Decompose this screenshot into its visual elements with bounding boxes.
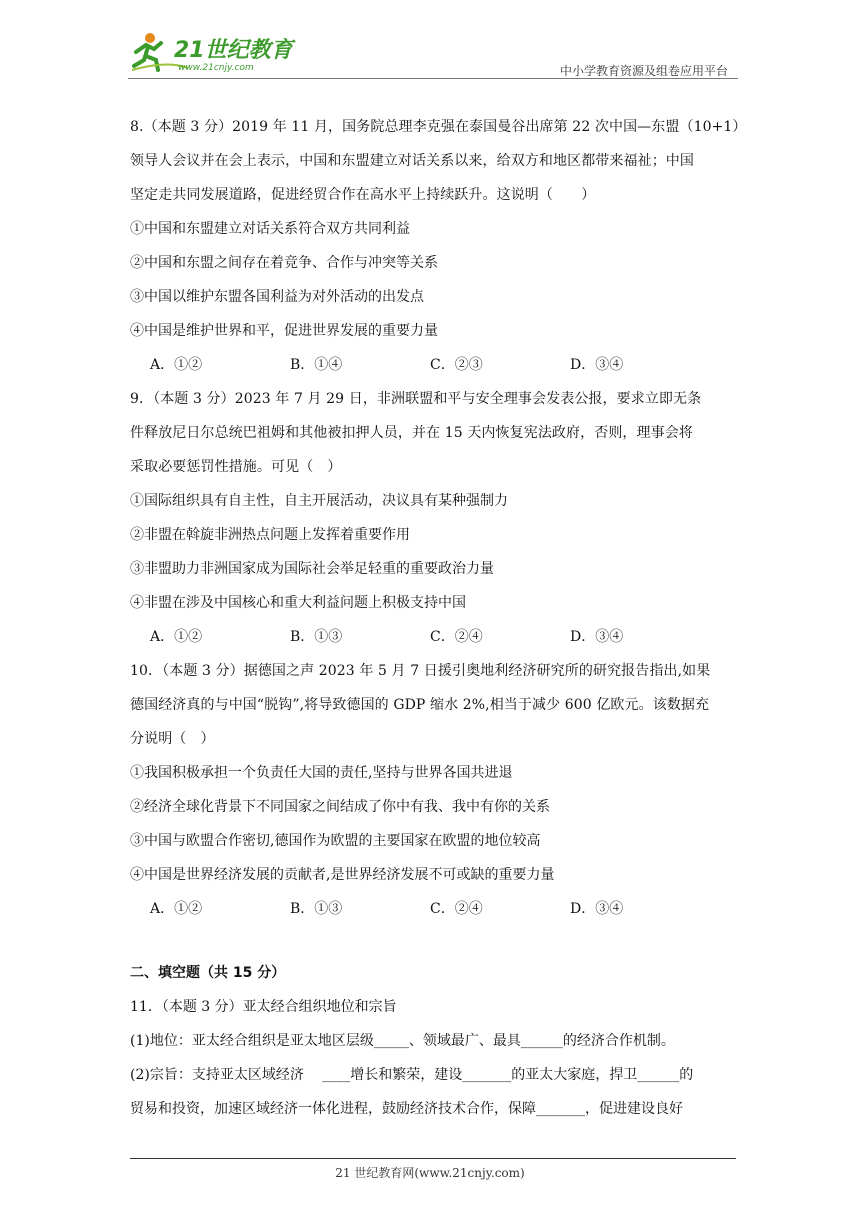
option-c: C．②④	[430, 901, 483, 917]
site-logo	[128, 30, 298, 74]
option-a: A．①②	[150, 901, 203, 917]
question-stem-line: 分说明（ ）	[130, 731, 215, 747]
page-header	[128, 24, 738, 80]
question-item: ②中国和东盟之间存在着竞争、合作与冲突等关系	[130, 255, 438, 271]
question-8	[130, 110, 747, 382]
question-stem-line: 10．（本题 3 分）据德国之声 2023 年 5 月 7 日援引奥地利经济研究所的研究报告指出,如果	[130, 663, 711, 679]
option-a: A．①②	[150, 357, 203, 373]
answer-options	[130, 620, 735, 654]
option-a: A．①②	[150, 629, 203, 645]
answer-options	[130, 892, 735, 926]
option-b: B．①③	[290, 629, 343, 645]
option-c: C．②③	[430, 357, 483, 373]
question-stem-line: 8.（本题 3 分）2019 年 11 月，国务院总理李克强在泰国曼谷出席第 22 次中国—东盟（10+1）	[130, 119, 747, 135]
option-b: B．①④	[290, 357, 343, 373]
logo-url: www.21cnjy.com	[178, 63, 254, 73]
option-b: B．①③	[290, 901, 343, 917]
question-item: ②经济全球化背景下不同国家之间结成了你中有我、我中有你的关系	[130, 799, 550, 815]
option-d: D．③④	[570, 901, 624, 917]
question-stem-line: 德国经济真的与中国“脱钩”,将导致德国的 GDP 缩水 2%,相当于减少 600 亿欧元。该数据充	[130, 697, 710, 713]
question-stem-line: 件释放尼日尔总统巴祖姆和其他被扣押人员，并在 15 天内恢复宪法政府，否则，理事会将	[130, 425, 693, 441]
question-item: ④中国是维护世界和平，促进世界发展的重要力量	[130, 323, 438, 339]
question-item: ④非盟在涉及中国核心和重大利益问题上积极支持中国	[130, 595, 466, 611]
question-stem-line: 采取必要惩罚性措施。可见（ ）	[130, 459, 342, 475]
section-fill-in	[130, 956, 735, 1126]
question-stem-line: 领导人会议并在会上表示，中国和东盟建立对话关系以来，给双方和地区都带来福祉；中国	[130, 153, 694, 169]
page-footer: 21 世纪教育网(www.21cnjy.com)	[335, 1166, 525, 1180]
option-c: C．②④	[430, 629, 483, 645]
option-d: D．③④	[570, 629, 624, 645]
question-10	[130, 654, 735, 926]
question-item: ③中国与欧盟合作密切,德国作为欧盟的主要国家在欧盟的地位较高	[130, 833, 541, 849]
question-item: ③中国以维护东盟各国利益为对外活动的出发点	[130, 289, 424, 305]
option-d: D．③④	[570, 357, 624, 373]
question-stem-line: 9．（本题 3 分）2023 年 7 月 29 日，非洲联盟和平与安全理事会发表公报，要求立即无条	[130, 391, 702, 407]
question-9	[130, 382, 735, 654]
question-content	[130, 110, 747, 1126]
question-stem-line: 坚定走共同发展道路，促进经贸合作在高水平上持续跃升。这说明（ ）	[130, 187, 596, 203]
question-item: ①中国和东盟建立对话关系符合双方共同利益	[130, 221, 410, 237]
question-item: ②非盟在斡旋非洲热点问题上发挥着重要作用	[130, 527, 410, 543]
platform-name: 中小学教育资源及组卷应用平台	[559, 64, 728, 78]
footer-rule	[130, 1158, 736, 1159]
section-title: 二、填空题（共 15 分）	[130, 965, 286, 981]
question-11-line: 贸易和投资，加速区域经济一体化进程，鼓励经济技术合作，保障_______，促进建设良好	[130, 1101, 683, 1117]
question-item: ④中国是世界经济发展的贡献者,是世界经济发展不可或缺的重要力量	[130, 867, 555, 883]
question-item: ①我国积极承担一个负责任大国的责任,坚持与世界各国共进退	[130, 765, 513, 781]
question-11-line: (2)宗旨：支持亚太区域经济 ____增长和繁荣，建设_______的亚太大家庭，捍卫______的	[130, 1067, 694, 1083]
logo-text: 21世纪教育	[174, 38, 293, 63]
answer-options	[130, 348, 735, 382]
header-rule	[128, 78, 738, 79]
question-item: ①国际组织具有自主性，自主开展活动，决议具有某种强制力	[130, 493, 508, 509]
question-item: ③非盟助力非洲国家成为国际社会举足轻重的重要政治力量	[130, 561, 494, 577]
question-11-line: (1)地位：亚太经合组织是亚太地区层级_____、领域最广、最具______的经济合作机制。	[130, 1033, 675, 1049]
question-11-line: 11．（本题 3 分）亚太经合组织地位和宗旨	[130, 999, 397, 1015]
